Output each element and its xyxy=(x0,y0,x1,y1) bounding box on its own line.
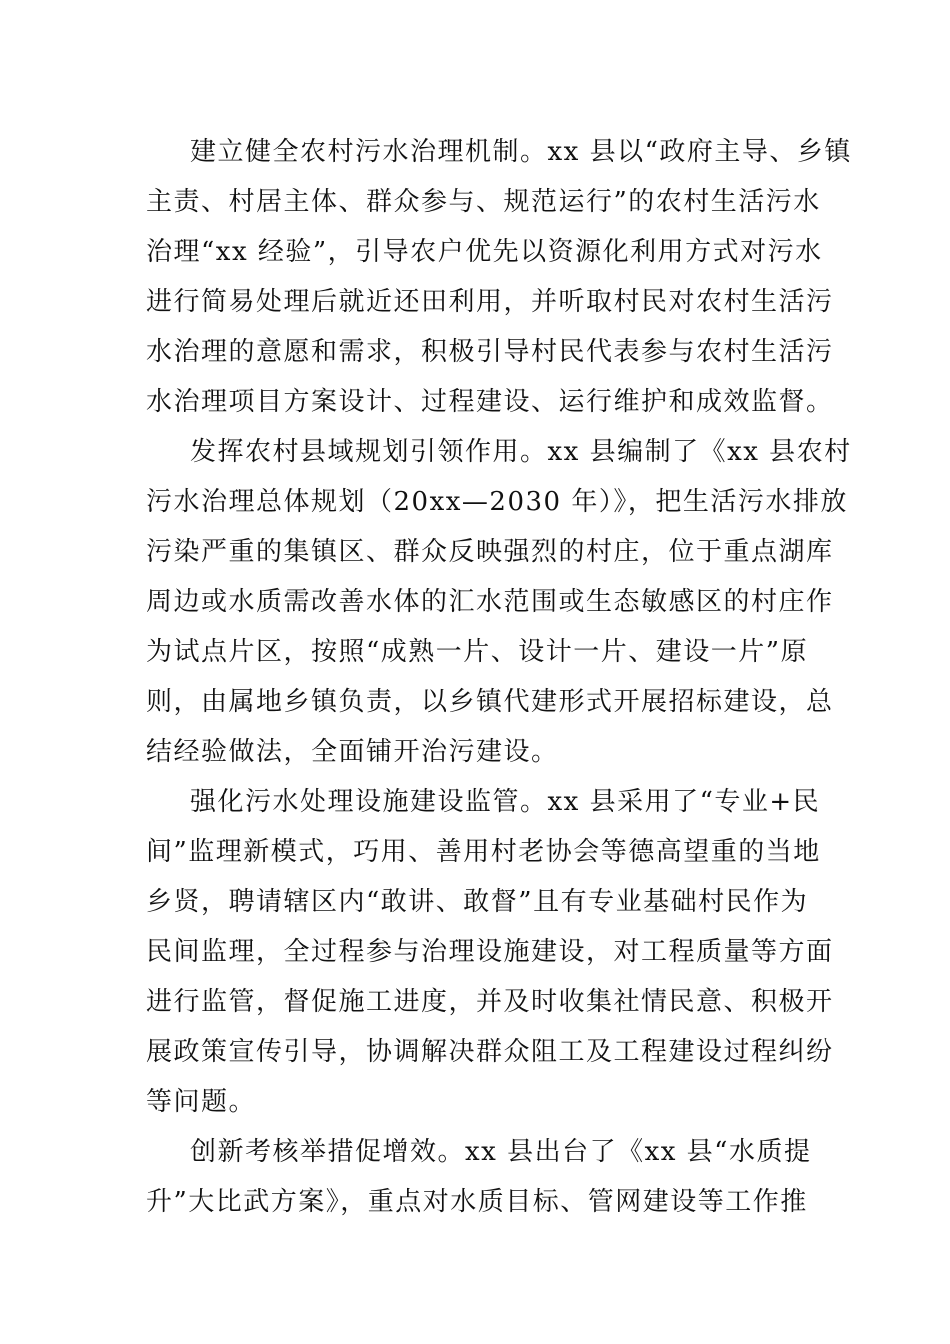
paragraph-2-line-2: 污水治理总体规划（20xx—2030 年）》，把生活污水排放 xyxy=(146,487,848,517)
paragraph-1-line-4: 进行简易处理后就近还田利用，并听取村民对农村生活污 xyxy=(146,287,834,317)
paragraph-2-line-7: 结经验做法，全面铺开治污建设。 xyxy=(146,737,559,767)
paragraph-1-line-2: 主责、村居主体、群众参与、规范运行”的农村生活污水 xyxy=(146,187,821,217)
paragraph-3-line-3: 乡贤，聘请辖区内“敢讲、敢督”且有专业基础村民作为 xyxy=(146,887,809,917)
paragraph-2-line-6: 则，由属地乡镇负责，以乡镇代建形式开展招标建设，总 xyxy=(146,687,834,717)
paragraph-2-line-5: 为试点片区，按照“成熟一片、设计一片、建设一片”原 xyxy=(146,637,809,667)
paragraph-1-line-3: 治理“xx 经验”，引导农户优先以资源化利用方式对污水 xyxy=(146,237,823,267)
paragraph-3-line-1: 强化污水处理设施建设监管。xx 县采用了“专业+民 xyxy=(190,787,821,817)
paragraph-3-line-7: 等问题。 xyxy=(146,1087,257,1117)
paragraph-4-line-1: 创新考核举措促增效。xx 县出台了《xx 县“水质提 xyxy=(190,1137,812,1167)
paragraph-1-line-6: 水治理项目方案设计、过程建设、运行维护和成效监督。 xyxy=(146,387,834,417)
paragraph-1-line-5: 水治理的意愿和需求，积极引导村民代表参与农村生活污 xyxy=(146,337,834,367)
paragraph-3-line-4: 民间监理，全过程参与治理设施建设，对工程质量等方面 xyxy=(146,937,834,967)
paragraph-3-line-5: 进行监管，督促施工进度，并及时收集社情民意、积极开 xyxy=(146,987,834,1017)
paragraph-4-line-2: 升”大比武方案》，重点对水质目标、管网建设等工作推 xyxy=(146,1187,808,1217)
paragraph-3-line-2: 间”监理新模式，巧用、善用村老协会等德高望重的当地 xyxy=(146,837,821,867)
paragraph-3-line-6: 展政策宣传引导，协调解决群众阻工及工程建设过程纠纷 xyxy=(146,1037,834,1067)
paragraph-2-line-3: 污染严重的集镇区、群众反映强烈的村庄，位于重点湖库 xyxy=(146,537,834,567)
paragraph-2-line-1: 发挥农村县域规划引领作用。xx 县编制了《xx 县农村 xyxy=(190,437,852,467)
paragraph-1-line-1: 建立健全农村污水治理机制。xx 县以“政府主导、乡镇 xyxy=(190,137,852,167)
paragraph-2-line-4: 周边或水质需改善水体的汇水范围或生态敏感区的村庄作 xyxy=(146,587,834,617)
